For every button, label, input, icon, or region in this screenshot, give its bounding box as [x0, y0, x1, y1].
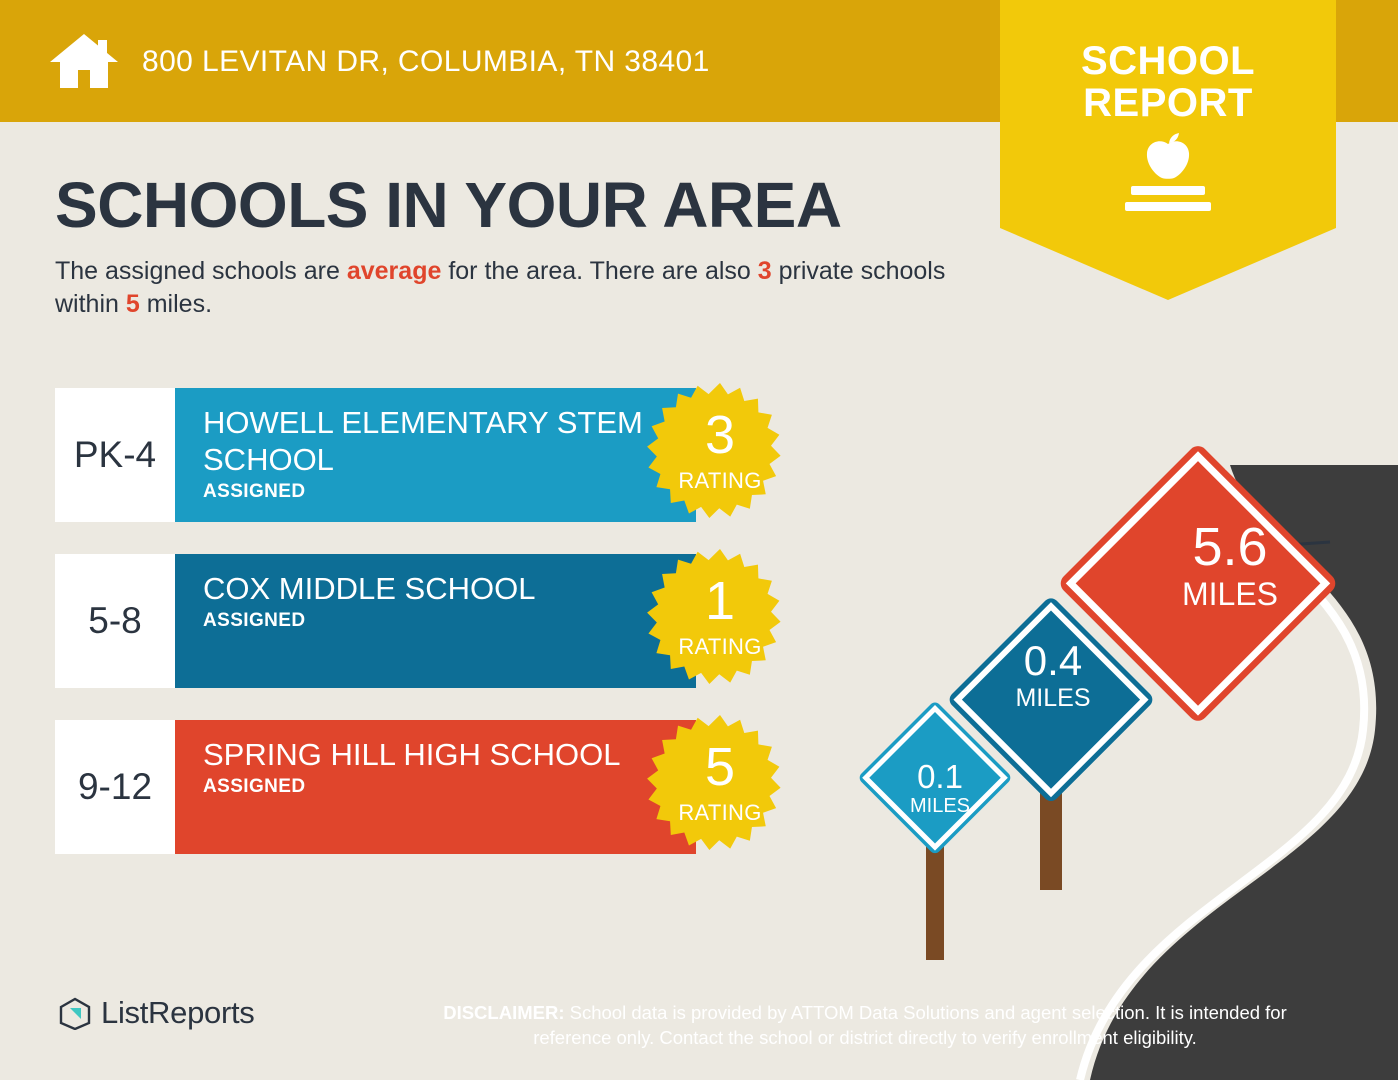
subtitle-part3: private schools within: [55, 257, 946, 318]
school-name: COX MIDDLE SCHOOL: [203, 571, 536, 606]
rating-label: RATING: [678, 634, 762, 659]
rating-badge: [645, 380, 795, 530]
school-name-box: [175, 554, 696, 688]
rating-label: RATING: [678, 468, 762, 493]
school-name: HOWELL ELEMENTARY STEM SCHOOL: [203, 405, 643, 477]
rating-value: 1: [704, 571, 736, 631]
school-name-box: [175, 388, 696, 522]
grade-range-label: 9-12: [77, 766, 153, 807]
sign-distance: 0.1: [917, 758, 963, 795]
page-title: SCHOOLS IN YOUR AREA: [55, 169, 842, 241]
home-icon: [48, 32, 120, 90]
grade-range-label: 5-8: [88, 600, 142, 641]
rating-value: 3: [704, 405, 736, 465]
disclaimer-text: School data is provided by ATTOM Data Solutions and agent selection. It is intended for reference only. Contact the school or district directly to verify enrollment eligibility.: [533, 1002, 1287, 1048]
rating-label: RATING: [678, 800, 762, 825]
disclaimer-label: DISCLAIMER:: [443, 1002, 565, 1023]
sign-distance: 5.6: [1192, 517, 1268, 577]
school-status: ASSIGNED: [203, 610, 306, 631]
sign-unit: MILES: [1015, 684, 1091, 712]
subtitle-part1: The assigned schools are: [55, 257, 347, 285]
school-name: SPRING HILL HIGH SCHOOL: [203, 737, 621, 772]
property-address: 800 LEVITAN DR, COLUMBIA, TN 38401: [142, 45, 710, 78]
sign-unit: MILES: [1181, 576, 1279, 612]
page-subtitle: [55, 255, 955, 321]
sign-distance: 0.4: [1023, 637, 1083, 684]
disclaimer: [405, 1000, 1325, 1050]
subtitle-highlight-miles: 5: [125, 290, 140, 318]
rating-value: 5: [704, 737, 736, 797]
school-status: ASSIGNED: [203, 481, 306, 502]
badge-title-line1: SCHOOL: [1080, 39, 1256, 83]
grade-range-box: [55, 388, 175, 522]
subtitle-highlight-average: average: [346, 257, 442, 285]
subtitle-part4: miles.: [139, 290, 213, 318]
rating-badge: [645, 546, 795, 696]
badge-title: [1000, 40, 1336, 124]
rating-badge: [645, 712, 795, 862]
grade-range-box: [55, 720, 175, 854]
subtitle-part2: for the area. There are also: [441, 257, 758, 285]
sign-label-large: [1120, 517, 1340, 612]
sign-label-medium: [973, 637, 1133, 712]
badge-title-line2: REPORT: [1083, 81, 1253, 125]
sign-unit: MILES: [909, 795, 971, 817]
school-name-box: [175, 720, 696, 854]
grade-range-label: PK-4: [73, 434, 157, 475]
road-signs-illustration: [830, 430, 1398, 1080]
subtitle-highlight-count: 3: [757, 257, 772, 285]
school-report-badge: [1000, 0, 1336, 300]
listreports-logo-text: ListReports: [101, 995, 255, 1030]
listreports-logo-icon: [58, 996, 92, 1030]
listreports-logo[interactable]: [58, 995, 255, 1031]
apple-on-books-icon: [1000, 130, 1336, 225]
grade-range-box: [55, 554, 175, 688]
sign-label-small: [870, 760, 1010, 816]
school-status: ASSIGNED: [203, 776, 306, 797]
